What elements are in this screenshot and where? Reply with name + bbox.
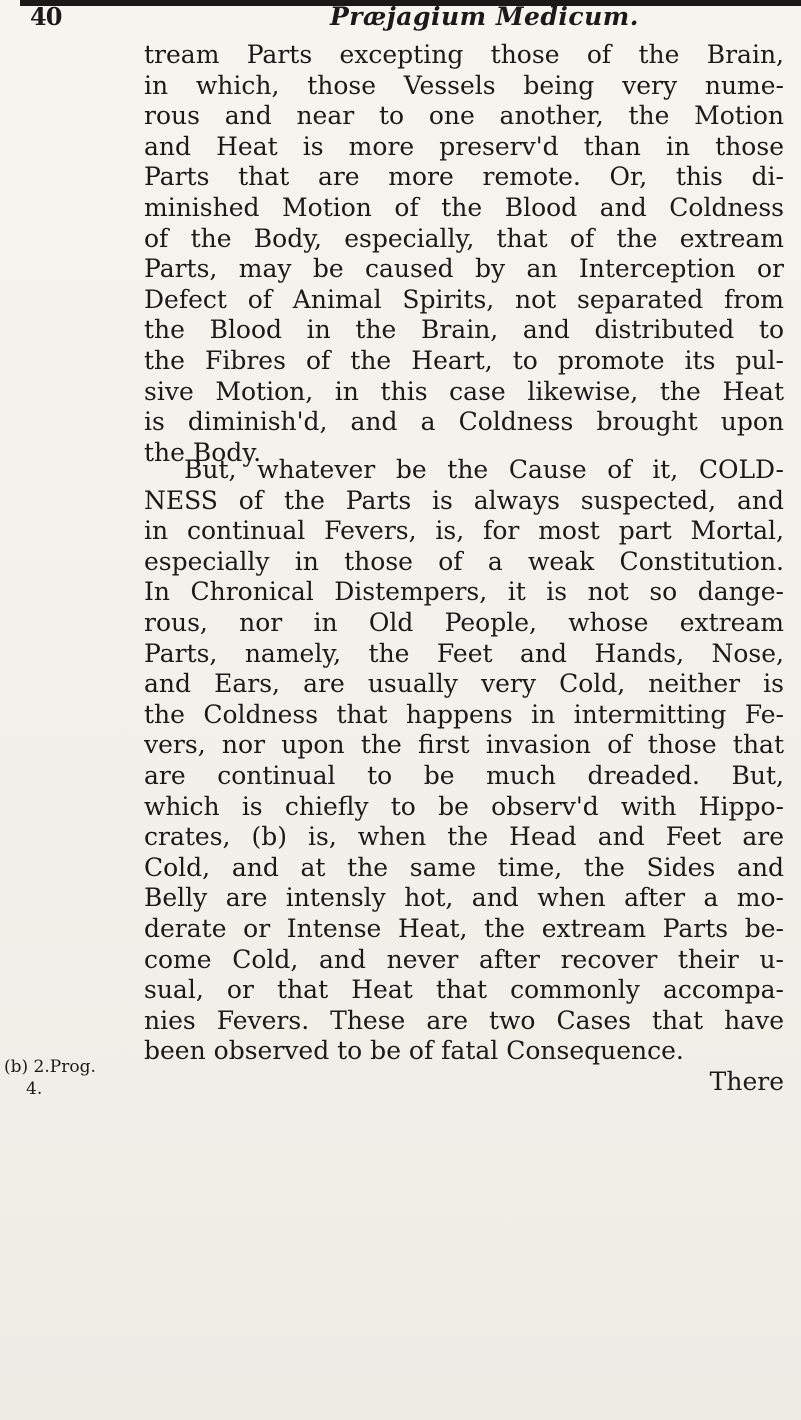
text-line: in which, those Vessels being very nume- (144, 70, 784, 100)
text-line: NESS of the Parts is always suspected, and (144, 485, 784, 515)
paragraph-1 (144, 40, 784, 468)
page-number: 40 (30, 2, 62, 31)
margin-note-reference: (b) 2.Prog. (4, 1057, 96, 1077)
text-line: Defect of Animal Spirits, not separated from (144, 284, 784, 314)
paragraph-2 (144, 455, 784, 1097)
text-line: derate or Intense Heat, the extream Parts be- (144, 913, 784, 943)
page-header (0, 0, 801, 34)
text-line: are continual to be much dreaded. But, (144, 760, 784, 790)
text-line: the Blood in the Brain, and distributed to (144, 315, 784, 345)
text-line: in continual Fevers, is, for most part Mortal, (144, 516, 784, 546)
running-head: Præjagium Medicum. (330, 2, 639, 31)
text-line: sual, or that Heat that commonly accompa- (144, 975, 784, 1005)
text-line: which is chiefly to be observ'd with Hippo- (144, 791, 784, 821)
text-line: Parts, namely, the Feet and Hands, Nose, (144, 638, 784, 668)
text-line: But, whatever be the Cause of it, COLD- (184, 455, 784, 484)
text-line: been observed to be of fatal Consequence. (144, 1036, 684, 1066)
text-line: rous, nor in Old People, whose extream (144, 607, 784, 637)
text-line: rous and near to one another, the Motion (144, 101, 784, 131)
catchword: There (709, 1066, 784, 1096)
text-line: the Coldness that happens in intermitting Fe- (144, 699, 784, 729)
text-line: In Chronical Distempers, it is not so dange- (144, 577, 784, 607)
text-line: crates, (b) is, when the Head and Feet are (144, 822, 784, 852)
text-line: and Heat is more preserv'd than in those (144, 131, 784, 161)
text-line: of the Body, especially, that of the extream (144, 223, 784, 253)
text-line: Parts, may be caused by an Interception or (144, 254, 784, 284)
text-line: especially in those of a weak Constitution. (144, 546, 784, 576)
text-line: Parts that are more remote. Or, this di- (144, 162, 784, 192)
text-line: tream Parts excepting those of the Brain, (144, 40, 784, 69)
text-line: minished Motion of the Blood and Coldness (144, 192, 784, 222)
text-line: vers, nor upon the first invasion of those that (144, 730, 784, 760)
text-line: Belly are intensly hot, and when after a mo- (144, 883, 784, 913)
text-line: the Fibres of the Heart, to promote its pul- (144, 345, 784, 375)
margin-note-section: 4. (26, 1079, 43, 1099)
text-line: come Cold, and never after recover their u- (144, 944, 784, 974)
text-line: the Body. (144, 437, 262, 467)
text-line: sive Motion, in this case likewise, the Heat (144, 376, 784, 406)
text-line: nies Fevers. These are two Cases that have (144, 1005, 784, 1035)
text-line: and Ears, are usually very Cold, neither is (144, 669, 784, 699)
text-line: Cold, and at the same time, the Sides and (144, 852, 784, 882)
text-line: is diminish'd, and a Coldness brought upon (144, 407, 784, 437)
